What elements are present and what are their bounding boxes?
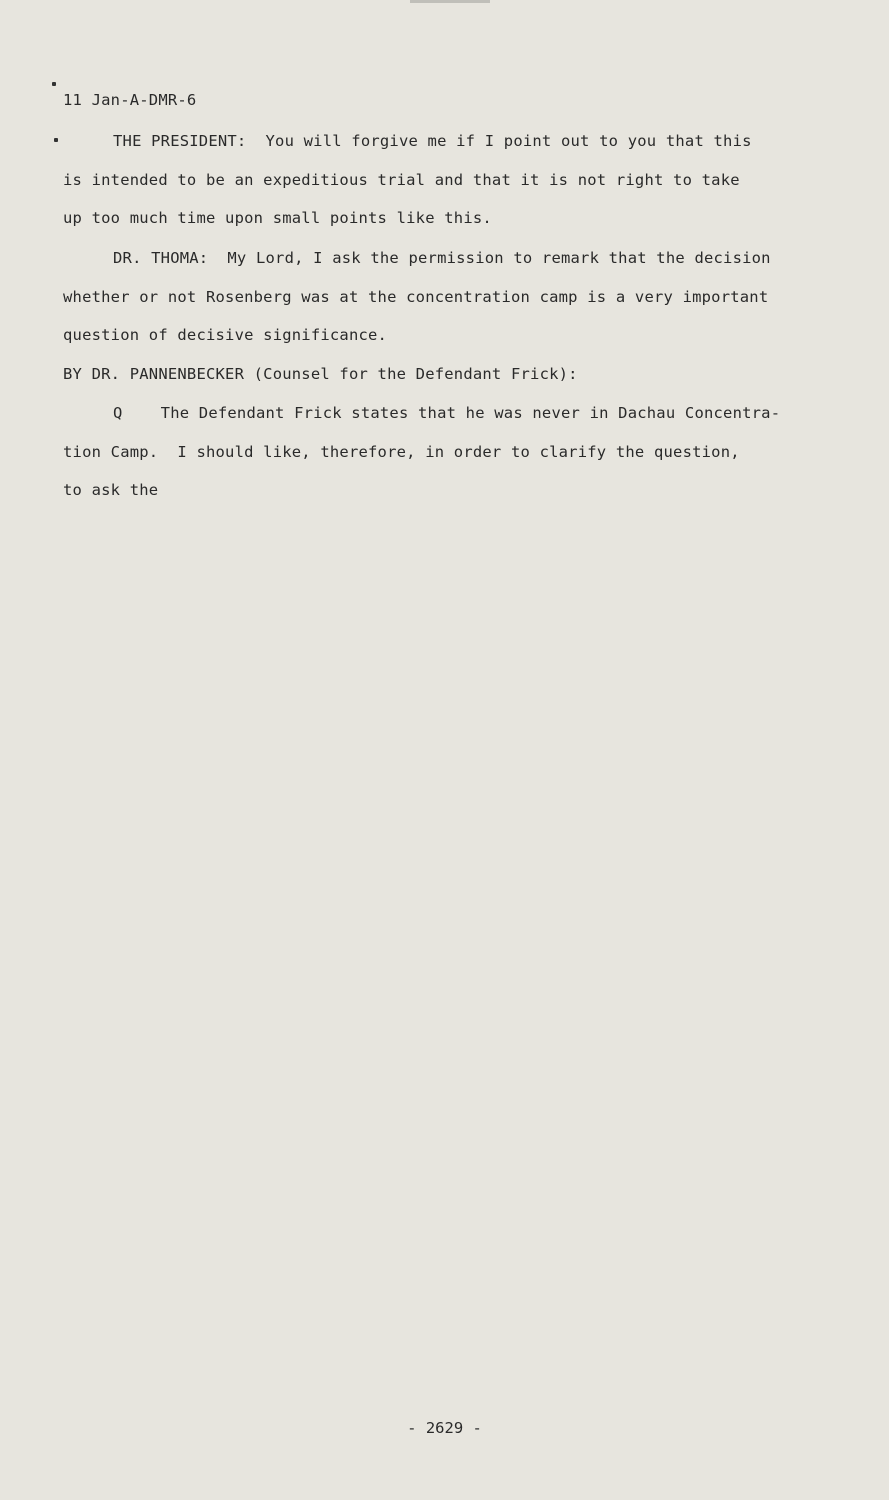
text-line: whether or not Rosenberg was at the concentration camp is a very important: [63, 288, 769, 306]
text-line: up too much time upon small points like this.: [63, 209, 492, 227]
margin-mark: [54, 138, 58, 142]
text-line: is intended to be an expeditious trial and that it is not right to take: [63, 171, 740, 189]
text-line: to ask the: [63, 481, 159, 499]
top-edge-mark: [410, 0, 490, 3]
text-line: BY DR. PANNENBECKER (Counsel for the Defendant Frick):: [63, 365, 578, 383]
document-reference: 11 Jan-A-DMR-6: [63, 91, 197, 109]
text-line: question of decisive significance.: [63, 326, 388, 344]
text-line: DR. THOMA: My Lord, I ask the permission to remark that the decision: [113, 249, 771, 267]
text-line: Q The Defendant Frick states that he was never in Dachau Concentra-: [113, 404, 781, 422]
margin-mark: [52, 82, 56, 86]
text-line: tion Camp. I should like, therefore, in order to clarify the question,: [63, 443, 740, 461]
text-line: THE PRESIDENT: You will forgive me if I point out to you that this: [113, 132, 752, 150]
page-number: - 2629 -: [407, 1419, 482, 1437]
